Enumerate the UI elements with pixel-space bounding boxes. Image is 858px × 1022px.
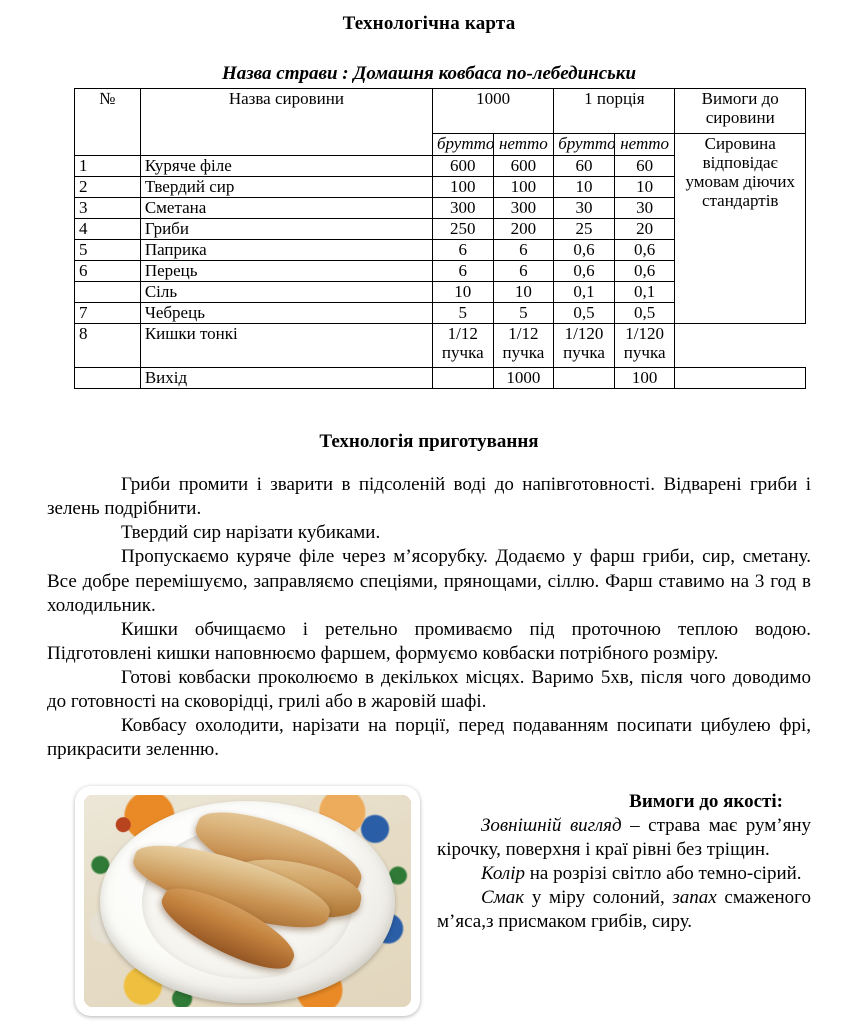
technology-paragraph: Готові ковбаски проколюємо в декількох місцях. Варимо 5хв, після чого доводимо до готовності на сковорідці, грилі або в жаровій шафі. — [47, 667, 811, 713]
technology-heading: Технологія приготування — [319, 431, 539, 452]
row-brutto-1000: 300 — [432, 198, 493, 219]
row-brutto-portion: 1/120 пучка — [554, 324, 615, 368]
row-brutto-1000: 100 — [432, 177, 493, 198]
row-brutto-1000: 6 — [432, 240, 493, 261]
row-ingredient: Перець — [140, 261, 432, 282]
header-group-1000: 1000 — [432, 89, 553, 134]
header-brutto-1000: брутто — [432, 134, 493, 156]
row-brutto-portion: 0,5 — [554, 303, 615, 324]
row-ingredient: Вихід — [140, 368, 432, 389]
header-brutto-portion: брутто — [554, 134, 615, 156]
row-netto-portion: 0,6 — [614, 261, 675, 282]
row-netto-1000: 5 — [493, 303, 554, 324]
row-netto-1000: 200 — [493, 219, 554, 240]
row-netto-portion: 0,1 — [614, 282, 675, 303]
row-brutto-1000: 1/12 пучка — [432, 324, 493, 368]
header-ingredient-name: Назва сировини — [140, 89, 432, 156]
row-brutto-1000: 5 — [432, 303, 493, 324]
row-brutto-1000: 600 — [432, 156, 493, 177]
row-netto-portion: 0,5 — [614, 303, 675, 324]
row-netto-portion: 60 — [614, 156, 675, 177]
row-ingredient: Гриби — [140, 219, 432, 240]
row-netto-portion: 10 — [614, 177, 675, 198]
technology-paragraph: Ковбасу охолодити, нарізати на порції, перед подаванням посипати цибулею фрі, прикрасити зеленню. — [47, 715, 811, 761]
row-number: 3 — [75, 198, 141, 219]
header-netto-1000: нетто — [493, 134, 554, 156]
row-number: 4 — [75, 219, 141, 240]
row-netto-1000: 600 — [493, 156, 554, 177]
technology-body — [47, 473, 811, 763]
row-brutto-1000 — [432, 368, 493, 389]
quality-lead: Зовнішній вигляд — [481, 814, 622, 836]
table-row-yield — [75, 368, 806, 389]
row-brutto-portion: 10 — [554, 177, 615, 198]
row-brutto-portion: 0,1 — [554, 282, 615, 303]
row-netto-1000: 6 — [493, 261, 554, 282]
row-brutto-1000: 250 — [432, 219, 493, 240]
row-netto-portion: 1/120 пучка — [614, 324, 675, 368]
dish-photo — [75, 786, 420, 1016]
quality-lead: Колір — [481, 862, 525, 884]
row-ingredient: Паприка — [140, 240, 432, 261]
row-brutto-portion — [554, 368, 615, 389]
dish-photo-image — [84, 795, 411, 1007]
row-netto-portion: 100 — [614, 368, 675, 389]
quality-item-color — [437, 862, 811, 886]
row-netto-portion: 0,6 — [614, 240, 675, 261]
row-netto-1000: 6 — [493, 240, 554, 261]
technology-paragraph: Гриби промити і зварити в підсоленій воді до напівготовності. Відварені гриби і зелень подрібнити. — [47, 474, 811, 520]
quality-text: на розрізі світло або темно-сірий. — [524, 862, 802, 884]
table-header-row-top — [75, 89, 806, 134]
row-brutto-portion: 0,6 — [554, 240, 615, 261]
row-number: 2 — [75, 177, 141, 198]
technology-paragraph: Твердий сир нарізати кубиками. — [121, 522, 381, 544]
row-ingredient: Кишки тонкі — [140, 324, 432, 368]
quality-text-secondary: смаженого м’яса,з присмаком грибів, сиру. — [437, 886, 811, 932]
quality-item-appearance — [437, 814, 811, 862]
row-number — [75, 282, 141, 303]
row-netto-portion: 20 — [614, 219, 675, 240]
quality-lead-secondary: запах — [672, 886, 717, 908]
row-requirements-empty — [675, 368, 806, 389]
quality-requirements-section — [437, 790, 811, 934]
row-number: 8 — [75, 324, 141, 368]
row-number: 6 — [75, 261, 141, 282]
header-group-portion: 1 порція — [554, 89, 675, 134]
row-ingredient: Чебрець — [140, 303, 432, 324]
row-ingredient: Твердий сир — [140, 177, 432, 198]
row-netto-1000: 1000 — [493, 368, 554, 389]
row-brutto-portion: 30 — [554, 198, 615, 219]
quality-text: – страва має рум’яну кірочку, поверхня і краї рівні без тріщин. — [437, 814, 811, 860]
row-ingredient: Сіль — [140, 282, 432, 303]
row-netto-1000: 1/12 пучка — [493, 324, 554, 368]
requirements-cell: Сировина відповідає умовам діючих стандартів — [675, 134, 806, 324]
row-number: 7 — [75, 303, 141, 324]
technology-paragraph: Кишки обчищаємо і ретельно промиваємо під проточною теплою водою. Підготовлені кишки наповнюємо фаршем, формуємо ковбаски потрібного розміру. — [47, 618, 811, 664]
quality-item-taste — [437, 886, 811, 934]
ingredients-table-wrapper — [74, 88, 806, 389]
quality-text: у міру солоний, — [524, 886, 673, 908]
row-netto-1000: 100 — [493, 177, 554, 198]
row-ingredient: Сметана — [140, 198, 432, 219]
row-brutto-portion: 0,6 — [554, 261, 615, 282]
quality-heading: Вимоги до якості: — [629, 791, 783, 812]
ingredients-table — [74, 88, 806, 389]
row-number — [75, 368, 141, 389]
row-brutto-portion: 25 — [554, 219, 615, 240]
header-number: № — [75, 89, 141, 156]
row-ingredient: Куряче філе — [140, 156, 432, 177]
row-netto-portion: 30 — [614, 198, 675, 219]
header-requirements: Вимоги до сировини — [675, 89, 806, 134]
row-brutto-1000: 6 — [432, 261, 493, 282]
technology-paragraph: Пропускаємо куряче філе через м’ясорубку. Додаємо у фарш гриби, сир, сметану. Все добре перемішуємо, заправляємо спеціями, прянощами, сіллю. Фарш ставимо на 3 год в холодильник. — [47, 546, 811, 616]
dish-name-heading: Назва страви : Домашня ковбаса по-лебединськи — [221, 63, 637, 84]
row-brutto-1000: 10 — [432, 282, 493, 303]
row-netto-1000: 300 — [493, 198, 554, 219]
row-number: 5 — [75, 240, 141, 261]
row-netto-1000: 10 — [493, 282, 554, 303]
page-title: Технологічна карта — [342, 13, 516, 34]
row-brutto-portion: 60 — [554, 156, 615, 177]
quality-lead: Смак — [481, 886, 525, 908]
header-netto-portion: нетто — [614, 134, 675, 156]
table-row — [75, 324, 806, 368]
row-number: 1 — [75, 156, 141, 177]
